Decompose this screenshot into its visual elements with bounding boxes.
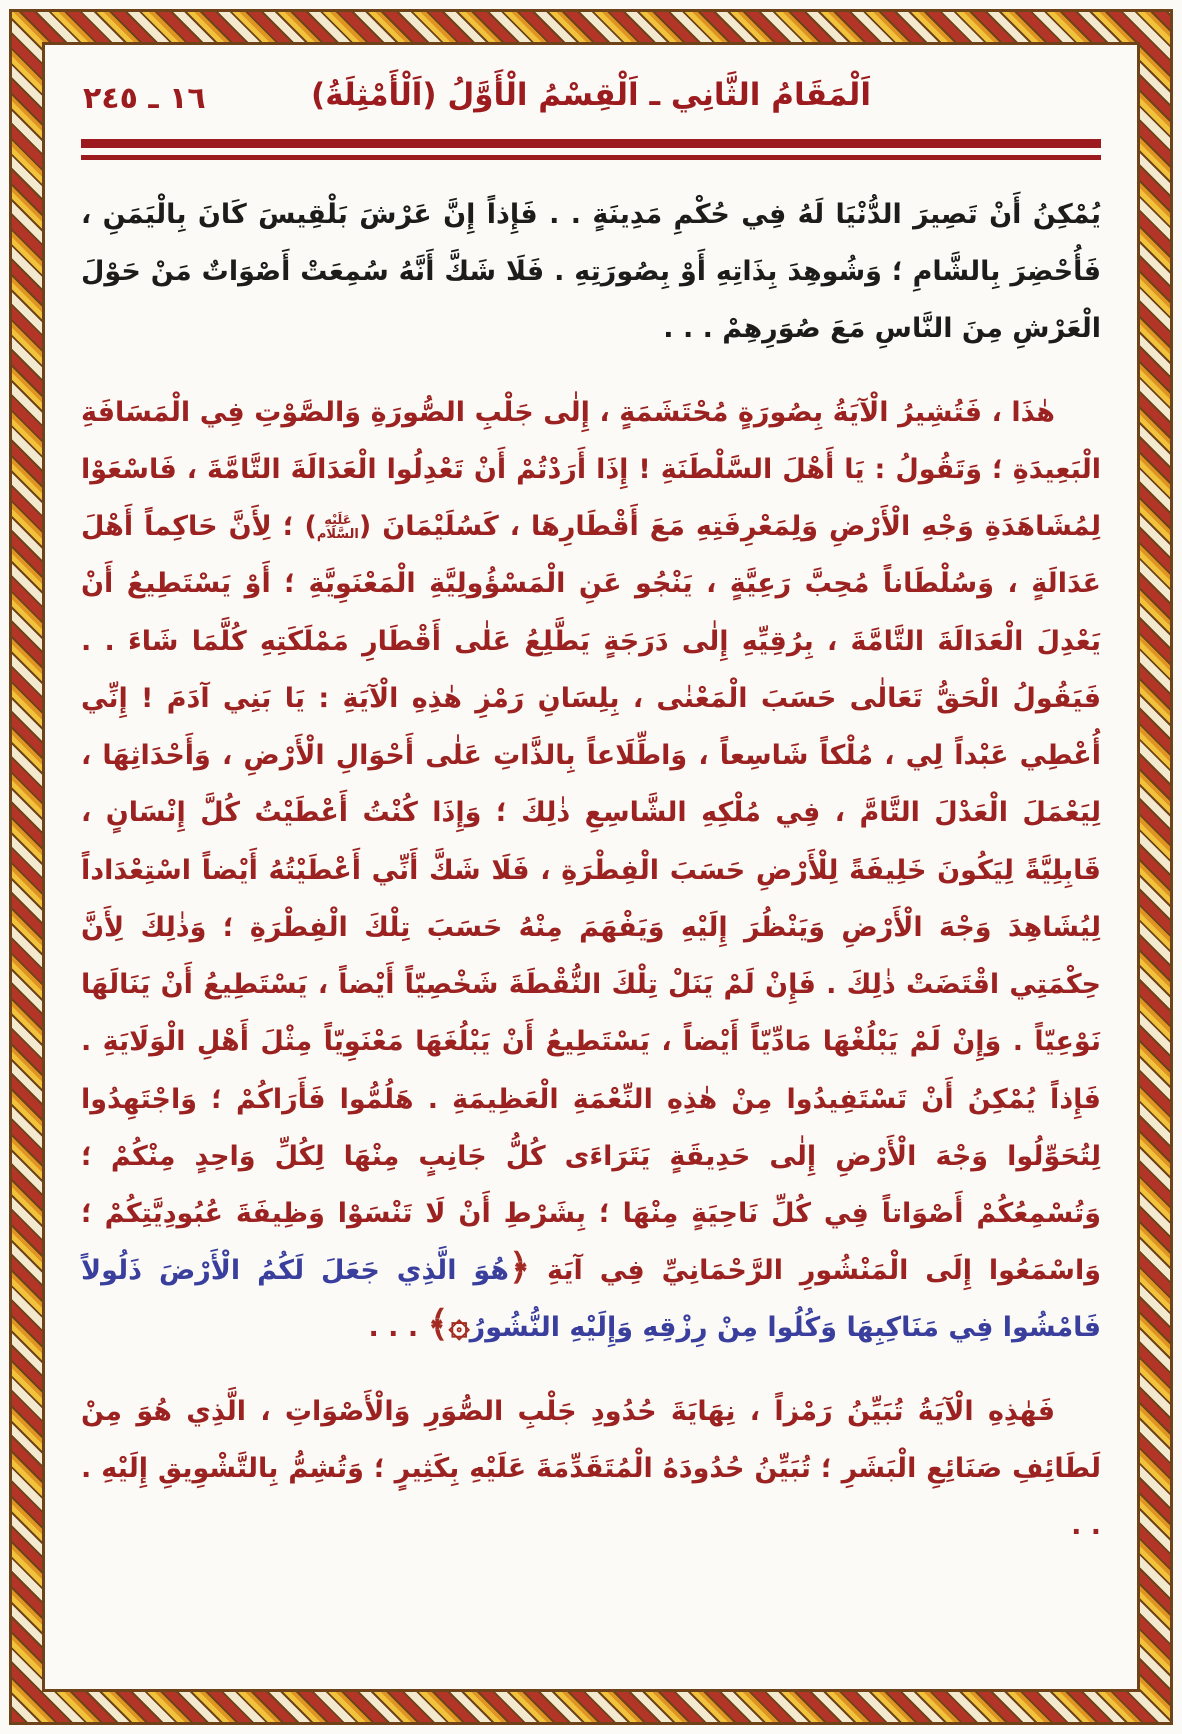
verse-open-ornament-icon: ﴿ bbox=[509, 1247, 531, 1289]
verse-close-ornament-icon: ۞﴾ bbox=[427, 1304, 470, 1346]
paragraph-main bbox=[81, 384, 1101, 1357]
page-header bbox=[81, 77, 1101, 129]
quran-verse: هُوَ الَّذِي جَعَلَ لَكُمُ الْأَرْضَ ذَلُولاً فَامْشُوا فِي مَنَاكِبِهَا وَكُلُوا مِنْ رِزْقِهِ وَإِلَيْهِ النُّشُورُ bbox=[81, 1255, 1101, 1344]
paragraph-closing: فَهٰذِهِ الْآيَةُ تُبَيِّنُ رَمْزاً ، نِهَايَةَ حُدُودِ جَلْبِ الصُّوَرِ وَالْأَصْوَاتِ ، الَّذِي هُوَ مِنْ لَطَائِفِ صَنَائِعِ الْبَشَرِ ؛ تُبَيِّنُ حُدُودَهُ الْمُتَقَدِّمَةَ عَلَيْهِ بِكَثِيرٍ ؛ وَتُشِمُّ بِالتَّشْوِيقِ إِلَيْهِ . . . bbox=[81, 1395, 1101, 1542]
page-content bbox=[42, 42, 1140, 1692]
text-run: . . . bbox=[368, 1312, 428, 1344]
text-run: ) ؛ لِأَنَّ حَاكِماً أَهْلَ عَدَالَةٍ ، وَسُلْطَاناً مُحِبَّ رَعِيَّةٍ ، يَنْجُو عَنِ الْمَسْؤُولِيَّةِ الْمَعْنَوِيَّةِ ؛ أَوْ يَسْتَطِيعُ أَنْ يَعْدِلَ الْعَدَالَةَ التَّامَّةَ ، بِرُقِيِّهِ إِلٰى دَرَجَةٍ يَطَّلِعُ عَلٰى أَقْطَارِ مَمْلَكَتِهِ كُلَّمَا شَاءَ . . فَيَقُولُ الْحَقُّ تَعَالٰى حَسَبَ الْمَعْنٰى ، بِلِسَانِ رَمْزِ هٰذِهِ الْآيَةِ : يَا بَنِي آدَمَ ! إِنِّي أُعْطِي عَبْداً لِي ، مُلْكاً شَاسِعاً ، وَاطِّلَاعاً بِالذَّاتِ عَلٰى أَحْوَالِ الْأَرْضِ ، وَأَحْدَاثِهَا ، لِيَعْمَلَ الْعَدْلَ التَّامَّ ، فِي مُلْكِهِ الشَّاسِعِ ذٰلِكَ ؛ وَإِذَا كُنْتُ أَعْطَيْتُ كُلَّ إِنْسَانٍ ، قَابِلِيَّةً لِيَكُونَ خَلِيفَةً لِلْأَرْضِ حَسَبَ الْفِطْرَةِ ، فَلَا شَكَّ أَنِّي أَعْطَيْتُهُ أَيْضاً اسْتِعْدَاداً لِيُشَاهِدَ وَجْهَ الْأَرْضِ وَيَنْظُرَ إِلَيْهِ وَيَفْهَمَ مِنْهُ حَسَبَ تِلْكَ الْفِطْرَةِ ؛ وَذٰلِكَ لِأَنَّ حِكْمَتِي اقْتَضَتْ ذٰلِكَ . فَإِنْ لَمْ يَنَلْ تِلْكَ النُّقْطَةَ شَخْصِيّاً أَيْضاً ، يَسْتَطِيعُ أَنْ يَنَالَهَا نَوْعِيّاً . وَإِنْ لَمْ يَبْلُغْهَا مَادِّيّاً أَيْضاً ، يَسْتَطِيعُ أَنْ يَبْلُغَهَا مَعْنَوِيّاً مِثْلَ أَهْلِ الْوَلَايَةِ . فَإِذاً يُمْكِنُ أَنْ تَسْتَفِيدُوا مِنْ هٰذِهِ النِّعْمَةِ الْعَظِيمَةِ . هَلُمُّوا فَأَرَاكُمْ ؛ وَاجْتَهِدُوا لِتُحَوِّلُوا وَجْهَ الْأَرْضِ إِلٰى حَدِيقَةٍ يَتَرَاءَى كُلُّ جَانِبٍ مِنْهَا لِكُلِّ وَاحِدٍ مِنْكُمْ ؛ وَتُسْمِعُكُمْ أَصْوَاتاً فِي كُلِّ نَاحِيَةٍ مِنْهَا ؛ بِشَرْطِ أَنْ لَا تَنْسَوْا وَظِيفَةَ عُبُودِيَّتِكُمْ ؛ وَاسْمَعُوا إِلَى الْمَنْشُورِ الرَّحْمَانِيِّ فِي آيَةِ bbox=[81, 511, 1101, 1287]
paragraph-intro: يُمْكِنُ أَنْ تَصِيرَ الدُّنْيَا لَهُ فِي حُكْمِ مَدِينَةٍ . . فَإِذاً إِنَّ عَرْشَ بَلْقِيسَ كَانَ بِالْيَمَنِ ، فَأُحْضِرَ بِالشَّامِ ؛ وَشُوهِدَ بِذَاتِهِ أَوْ بِصُورَتِهِ . فَلَا شَكَّ أَنَّهُ سُمِعَتْ أَصْوَاتٌ مَنْ حَوْلَ الْعَرْشِ مِنَ النَّاسِ مَعَ صُوَرِهِمْ . . . bbox=[81, 199, 1101, 345]
header-double-rule bbox=[81, 139, 1101, 160]
page-number: ١٦ ـ ٢٤٥ bbox=[83, 81, 206, 116]
page-title: اَلْمَقَامُ الثَّانِي ـ اَلْقِسْمُ الْأَوَّلُ (اَلْأَمْثِلَةُ) bbox=[311, 77, 871, 113]
alayhi-salam-seal: عَلَيْهِ السَّلَام bbox=[316, 513, 359, 542]
decorative-chain-border bbox=[9, 9, 1173, 1725]
text-run: هٰذَا ، فَتُشِيرُ الْآيَةُ بِصُورَةٍ مُحْتَشَمَةٍ ، إِلٰى جَلْبِ الصُّورَةِ وَالصَّوْتِ فِي الْمَسَافَةِ الْبَعِيدَةِ ؛ وَتَقُولُ : يَا أَهْلَ السَّلْطَنَةِ ! إِذَا أَرَدْتُمْ أَنْ تَعْدِلُوا الْعَدَالَةَ التَّامَّةَ ، فَاسْعَوْا لِمُشَاهَدَةِ وَجْهِ الْأَرْضِ وَلِمَعْرِفَتِهِ مَعَ أَقْطَارِهَا ، كَسُلَيْمَانَ ( bbox=[81, 396, 1101, 543]
